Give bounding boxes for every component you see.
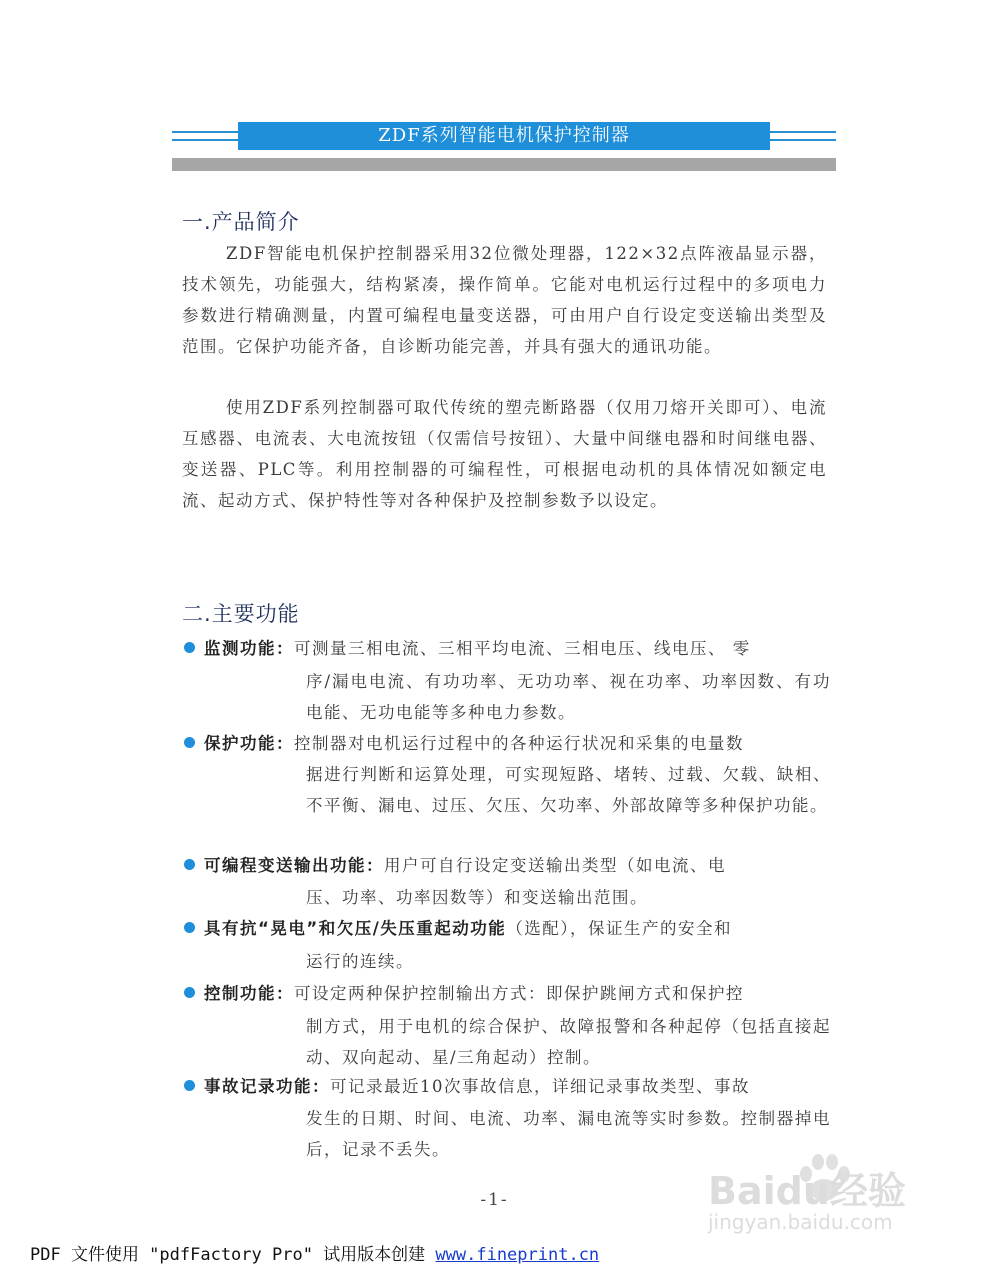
feature-continuation: 制方式，用于电机的综合保护、故障报警和各种起停（包括直接起动、双向起动、星/三角起动）控制。: [306, 1017, 831, 1067]
feature-bullet: [184, 913, 829, 983]
feature-bullet: [184, 633, 829, 733]
feature-label: 可编程变送输出功能：: [204, 856, 384, 875]
intro-paragraph-2: 使用ZDF系列控制器可取代传统的塑壳断路器（仅用刀熔开关即可）、电流互感器、电流表、大电流按钮（仅需信号按钮）、大量中间继电器和时间继电器、变送器、PLC等。利用控制器的可编程性，可根据电动机的具体情况如额定电流、起动方式、保护特性等对各种保护及控制参数予以设定。: [182, 398, 827, 510]
feature-label: 事故记录功能：: [204, 1077, 330, 1096]
intro-paragraph-1: ZDF智能电机保护控制器采用32位微处理器，122×32点阵液晶显示器，技术领先，功能强大，结构紧凑，操作简单。它能对电机运行过程中的多项电力参数进行精确测量，内置可编程电量变送器，可由用户自行设定变送输出类型及范围。它保护功能齐备，自诊断功能完善，并具有强大的通讯功能。: [182, 244, 827, 356]
bullet-dot-icon: [184, 859, 195, 870]
header-banner: ZDF系列智能电机保护控制器: [238, 122, 770, 150]
feature-text: 控制器对电机运行过程中的各种运行状况和采集的电量数: [294, 734, 744, 753]
page-number: -1-: [480, 1190, 509, 1210]
bullet-dot-icon: [184, 922, 195, 933]
pdf-footer: [30, 1240, 599, 1265]
bullet-dot-icon: [184, 1080, 195, 1091]
feature-label: 控制功能：: [204, 984, 294, 1003]
section-1-title: 一.产品简介: [182, 210, 300, 234]
feature-label: 保护功能：: [204, 734, 294, 753]
feature-continuation: 压、功率、功率因数等）和变送输出范围。: [306, 888, 648, 907]
feature-text: （选配），保证生产的安全和: [506, 919, 732, 938]
feature-continuation: 序/漏电电流、有功功率、无功功率、视在功率、功率因数、有功电能、无功电能等多种电力参数。: [306, 672, 831, 722]
baidu-watermark: [708, 1148, 928, 1238]
feature-continuation: 发生的日期、时间、电流、功率、漏电流等实时参数。控制器掉电后，记录不丢失。: [306, 1109, 831, 1159]
feature-label: 监测功能：: [204, 639, 294, 658]
feature-first-line: [204, 913, 732, 944]
bullet-dot-icon: [184, 987, 195, 998]
footer-text: PDF 文件使用 "pdfFactory Pro" 试用版本创建: [30, 1245, 436, 1265]
feature-text: 可记录最近10次事故信息，详细记录事故类型、事故: [330, 1077, 750, 1096]
section-2-title: 二.主要功能: [182, 602, 300, 626]
header-gray-bar: [172, 158, 836, 171]
bullet-dot-icon: [184, 737, 195, 748]
watermark-url: jingyan.baidu.com: [708, 1210, 893, 1234]
feature-first-line: [204, 850, 726, 881]
feature-first-line: [204, 1071, 750, 1102]
feature-first-line: [204, 728, 744, 759]
feature-continuation: 运行的连续。: [306, 952, 414, 971]
feature-bullet: [184, 850, 829, 920]
feature-text: 用户可自行设定变送输出类型（如电流、电: [384, 856, 726, 875]
feature-continuation: 据进行判断和运算处理，可实现短路、堵转、过载、欠载、缺相、不平衡、漏电、过压、欠压、欠功率、外部故障等多种保护功能。: [306, 765, 831, 815]
feature-bullet: [184, 978, 829, 1078]
feature-label: 具有抗“晃电”和欠压/失压重起动功能: [204, 919, 507, 938]
watermark-brand: Baidu经验: [708, 1169, 906, 1213]
feature-text: 可测量三相电流、三相平均电流、三相电压、线电压、 零: [294, 639, 751, 658]
footer-link[interactable]: www.fineprint.cn: [435, 1245, 600, 1265]
feature-first-line: [204, 978, 744, 1009]
bullet-dot-icon: [184, 642, 195, 653]
feature-first-line: [204, 633, 751, 664]
feature-bullet: [184, 728, 829, 858]
feature-text: 可设定两种保护控制输出方式：即保护跳闸方式和保护控: [294, 984, 744, 1003]
